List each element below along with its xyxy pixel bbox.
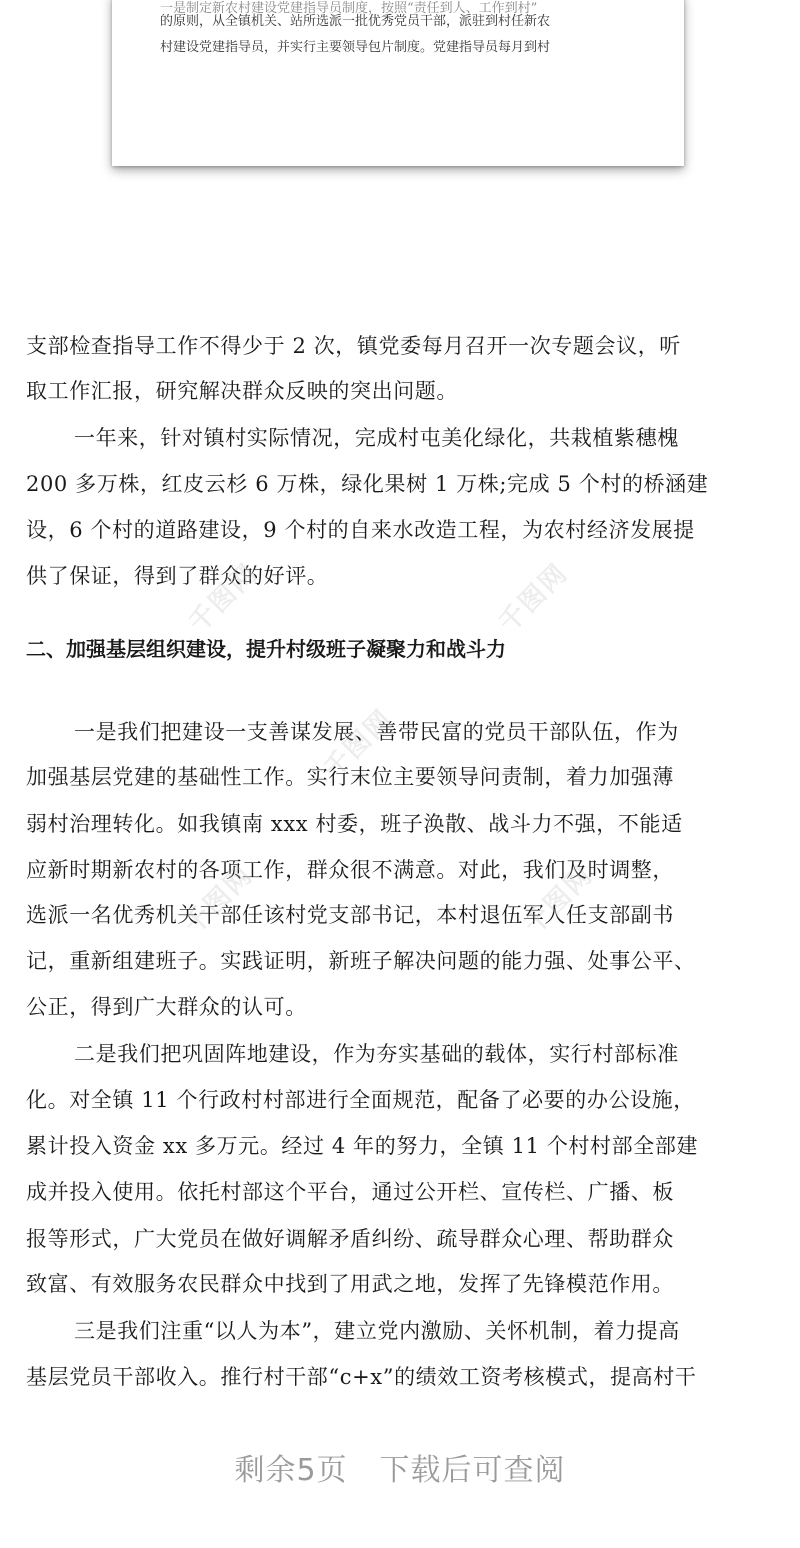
section-heading: 二、加强基层组织建设，提升村级班子凝聚力和战斗力: [26, 637, 506, 661]
body-line: 三是我们注重“以人为本”，建立党内激励、关怀机制，着力提高: [74, 1319, 680, 1343]
body-line: 供了保证，得到了群众的好评。: [26, 564, 329, 588]
body-line: 二是我们把巩固阵地建设，作为夯实基础的载体，实行村部标准: [74, 1042, 679, 1066]
body-line: 基层党员干部收入。推行村干部“c+x”的绩效工资考核模式，提高村干: [26, 1365, 697, 1389]
body-line: 致富、有效服务农民群众中找到了用武之地，发挥了先锋模范作用。: [26, 1272, 674, 1296]
preview-line: 村建设党建指导员，并实行主要领导包片制度。党建指导员每月到村: [160, 40, 551, 55]
body-line: 设，6 个村的道路建设，9 个村的自来水改造工程，为农村经济发展提: [26, 518, 695, 542]
body-line: 应新时期新农村的各项工作，群众很不满意。对此，我们及时调整，: [26, 858, 674, 882]
previous-page-preview: [112, 0, 684, 166]
preview-line: 一是制定新农村建设党建指导员制度，按照“责任到人、工作到村”: [160, 1, 538, 16]
remaining-pages-notice[interactable]: [0, 1446, 800, 1496]
body-line: 取工作汇报，研究解决群众反映的突出问题。: [26, 379, 458, 403]
body-line: 化。对全镇 11 个行政村村部进行全面规范，配备了必要的办公设施，: [26, 1088, 695, 1112]
body-line: 成并投入使用。依托村部这个平台，通过公开栏、宣传栏、广播、板: [26, 1180, 674, 1204]
preview-line: 的原则，从全镇机关、站所选派一批优秀党员干部，派驻到村任新农: [160, 14, 551, 29]
body-line: 记，重新组建班子。实践证明，新班子解决问题的能力强、处事公平、: [26, 949, 696, 973]
body-line: 支部检查指导工作不得少于 2 次，镇党委每月召开一次专题会议，听: [26, 334, 681, 358]
watermark: 千图网: [183, 557, 265, 639]
download-to-view-label[interactable]: 下载后可查阅: [379, 1453, 566, 1488]
body-line: 一年来，针对镇村实际情况，完成村屯美化绿化，共栽植紫穗槐: [74, 426, 679, 450]
body-line: 加强基层党建的基础性工作。实行末位主要领导问责制，着力加强薄: [26, 765, 674, 789]
body-line: 报等形式，广大党员在做好调解矛盾纠纷、疏导群众心理、帮助群众: [26, 1227, 674, 1251]
body-line: 选派一名优秀机关干部任该村党支部书记，本村退伍军人任支部副书: [26, 903, 674, 927]
body-line: 累计投入资金 xx 多万元。经过 4 年的努力，全镇 11 个村村部全部建: [26, 1134, 699, 1158]
body-line: 弱村治理转化。如我镇南 xxx 村委，班子涣散、战斗力不强，不能适: [26, 812, 683, 836]
body-line: 公正，得到广大群众的认可。: [26, 995, 307, 1019]
body-line: 200 多万株，红皮云杉 6 万株，绿化果树 1 万株;完成 5 个村的桥涵建: [26, 472, 709, 496]
watermark: 千图网: [493, 557, 575, 639]
watermark: 千图网: [318, 703, 400, 785]
remaining-pages-label: 剩余5页: [234, 1453, 348, 1488]
watermark: 千图网: [518, 859, 600, 941]
body-line: 一是我们把建设一支善谋发展、善带民富的党员干部队伍，作为: [74, 720, 679, 744]
watermark: 千图网: [178, 859, 260, 941]
